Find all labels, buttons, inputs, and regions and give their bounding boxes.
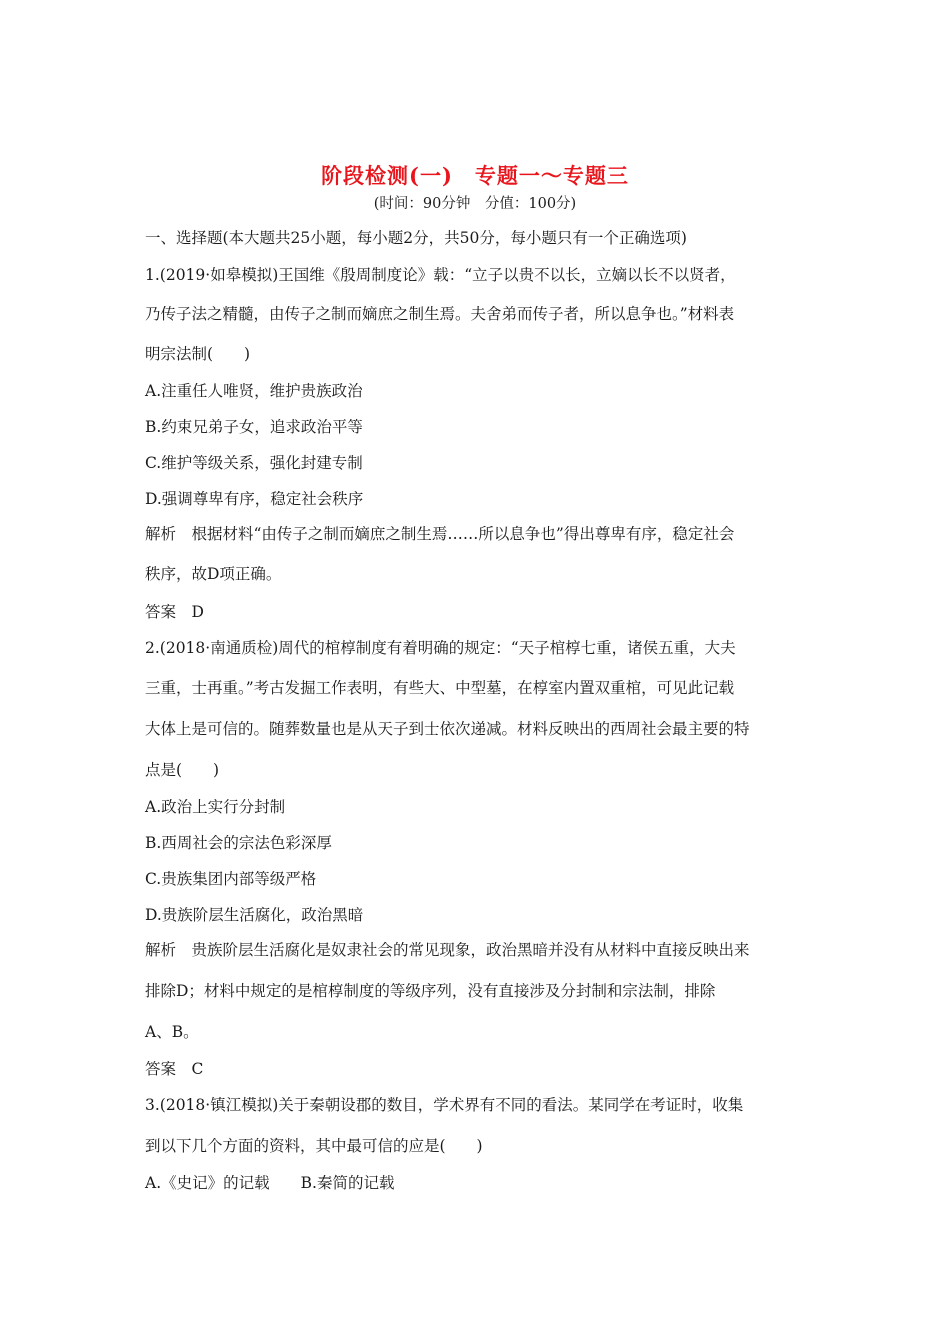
question-2-stem-line-2: 三重，士再重。”考古发掘工作表明，有些大、中型墓，在椁室内置双重棺，可见此记载: [145, 679, 735, 697]
question-2-stem-line-1: 2.(2018·南通质检)周代的棺椁制度有着明确的规定：“天子棺椁七重，诸侯五重，大夫: [145, 639, 736, 657]
exam-info: (时间：90分钟 分值：100分): [373, 196, 577, 212]
question-2-option-c: C.贵族集团内部等级严格: [145, 870, 317, 888]
question-1-analysis-line-1: 解析 根据材料“由传子之制而嫡庶之制生焉……所以息争也”得出尊卑有序，稳定社会: [145, 525, 735, 543]
question-3-stem-line-1: 3.(2018·镇江模拟)关于秦朝设郡的数目，学术界有不同的看法。某同学在考证时，收集: [145, 1096, 744, 1114]
question-2-option-d: D.贵族阶层生活腐化，政治黑暗: [145, 906, 364, 924]
question-1-answer: 答案 D: [145, 603, 204, 621]
question-1-option-d: D.强调尊卑有序，稳定社会秩序: [145, 490, 364, 508]
question-2-option-b: B.西周社会的宗法色彩深厚: [145, 834, 332, 852]
question-1-option-b: B.约束兄弟子女，追求政治平等: [145, 418, 363, 436]
question-1-option-c: C.维护等级关系，强化封建专制: [145, 454, 363, 472]
section-heading: 一、选择题(本大题共25小题，每小题2分，共50分，每小题只有一个正确选项): [145, 229, 687, 247]
question-2-stem-line-4: 点是( ): [145, 761, 220, 779]
question-2-analysis-line-3: A、B。: [145, 1023, 199, 1041]
question-2-analysis-line-2: 排除D；材料中规定的是棺椁制度的等级序列，没有直接涉及分封制和宗法制，排除: [145, 982, 716, 1000]
question-3-options-ab: A.《史记》的记载 B.秦简的记载: [145, 1174, 395, 1192]
question-1-stem-line-1: 1.(2019·如皋模拟)王国维《殷周制度论》载：“立子以贵不以长，立嫡以长不以贤者，: [145, 266, 736, 284]
question-2-analysis-line-1: 解析 贵族阶层生活腐化是奴隶社会的常见现象，政治黑暗并没有从材料中直接反映出来: [145, 941, 750, 959]
question-2-answer: 答案 C: [145, 1060, 204, 1078]
question-3-stem-line-2: 到以下几个方面的资料，其中最可信的应是( ): [145, 1137, 483, 1155]
question-1-stem-line-2: 乃传子法之精髓，由传子之制而嫡庶之制生焉。夫舍弟而传子者，所以息争也。”材料表: [145, 305, 735, 323]
question-1-option-a: A.注重任人唯贤，维护贵族政治: [145, 382, 363, 400]
question-2-option-a: A.政治上实行分封制: [145, 798, 286, 816]
page-title: 阶段检测(一) 专题一～专题三: [321, 163, 629, 188]
question-1-analysis-line-2: 秩序，故D项正确。: [145, 565, 282, 583]
question-2-stem-line-3: 大体上是可信的。随葬数量也是从天子到士依次递减。材料反映出的西周社会最主要的特: [145, 720, 750, 738]
question-1-stem-line-3: 明宗法制( ): [145, 345, 251, 363]
